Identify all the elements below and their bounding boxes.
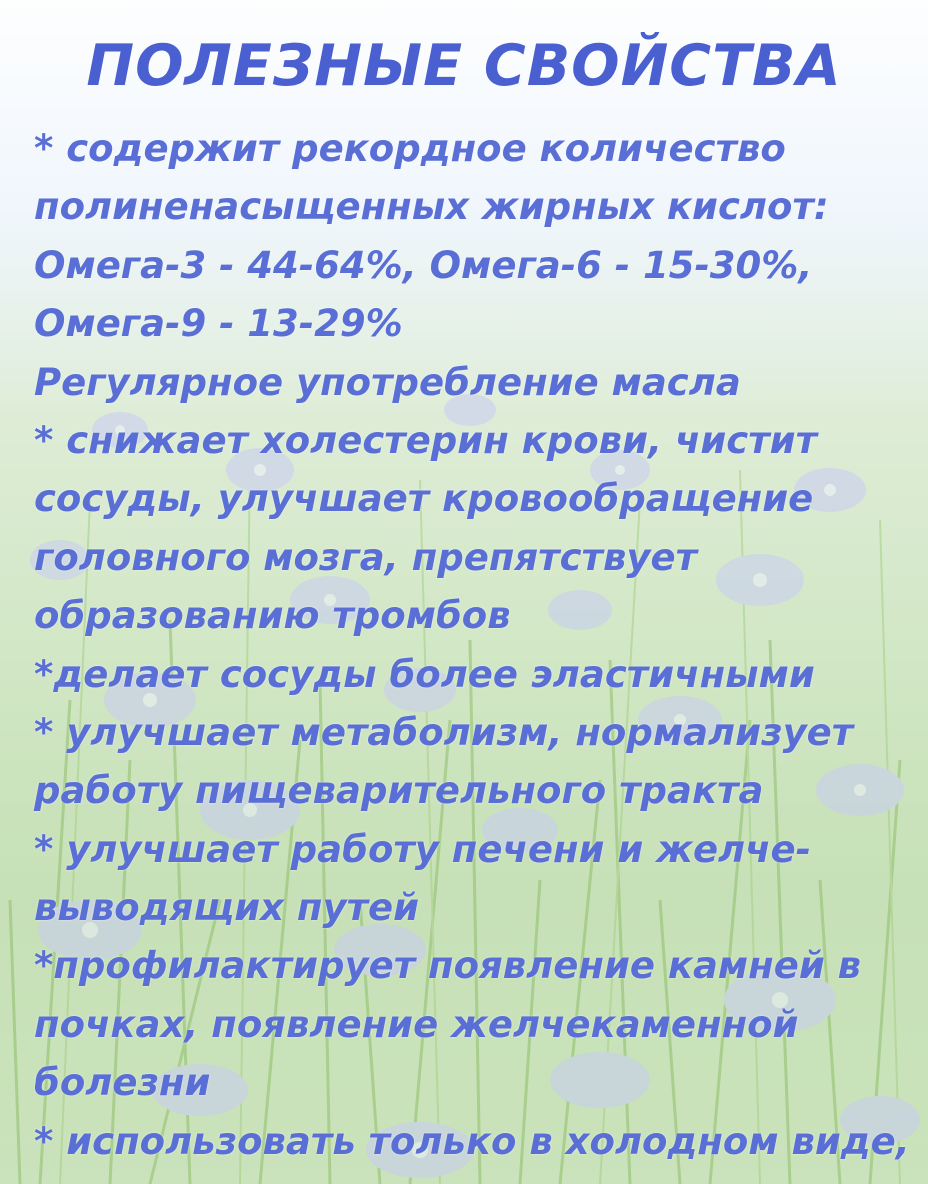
text-line: Омега-3 - 44-64%, Омега-6 - 15-30%, [34,243,813,287]
text-line: * улучшает метаболизм, нормализует [34,710,854,754]
text-line: Омега-9 - 13-29% [34,302,403,346]
text-line: образованию тромбов [34,594,511,638]
text-line: полиненасыщенных жирных кислот: [34,185,829,229]
text-line: * использовать только в холодном виде, [34,1119,910,1163]
text-line: выводящих путей [34,886,420,930]
text-line: *профилактирует появление камней в [34,944,862,988]
text-line: *делает сосуды более эластичными [34,652,815,696]
text-line: головного мозга, препятствует [34,535,698,579]
text-line: * снижает холестерин крови, чистит [34,418,818,462]
text-line: работу пищеварительного тракта [34,769,764,813]
text-line: почках, появление желчекаменной [34,1002,799,1046]
text-line: Регулярное употребление масла [34,360,741,404]
poster-title: ПОЛЕЗНЫЕ СВОЙСТВА [86,33,842,99]
text-line: болезни [34,1061,211,1105]
text-line: сосуды, улучшает кровообращение [34,477,814,521]
text-line: * содержит рекордное количество [34,127,786,170]
text-line: * улучшает работу печени и желче- [34,827,811,871]
benefits-text [34,120,928,1171]
